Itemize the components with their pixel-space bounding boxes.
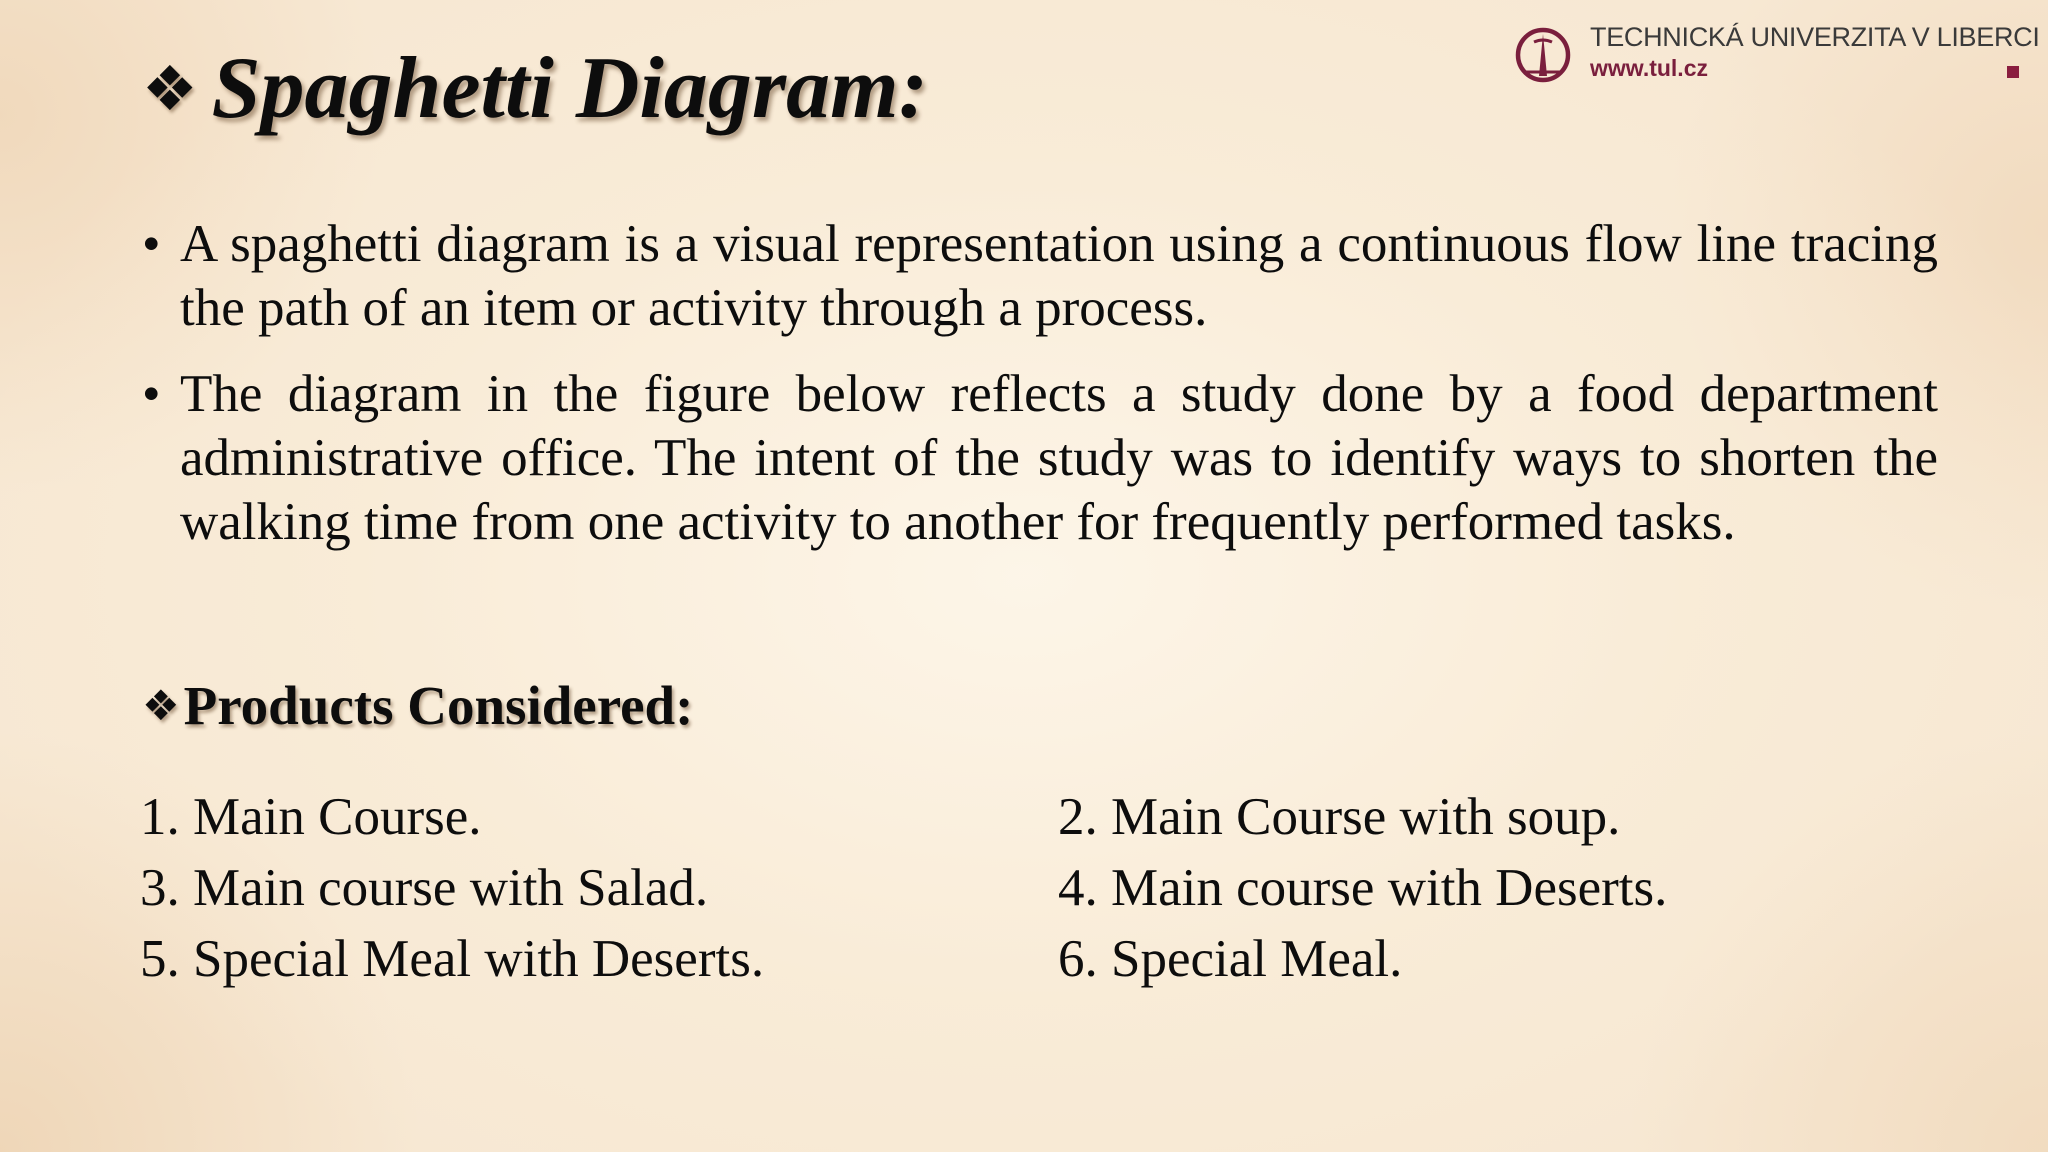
university-emblem-icon	[1514, 26, 1572, 84]
products-heading	[142, 675, 694, 736]
product-item: 1. Main Course.	[140, 788, 482, 846]
product-item: 5. Special Meal with Deserts.	[140, 930, 765, 988]
four-diamond-icon: ❖	[142, 52, 198, 125]
university-url[interactable]: www.tul.cz	[1590, 55, 1708, 81]
university-logo	[1514, 22, 2040, 88]
title-text: Spaghetti Diagram:	[211, 40, 928, 137]
product-item: 6. Special Meal.	[1058, 930, 1403, 988]
bullet-text: A spaghetti diagram is a visual representation using a continuous flow line tracing the path of an item or activity through a process.	[180, 215, 1938, 337]
bullet-item	[142, 362, 1938, 554]
slide-title	[142, 40, 928, 137]
four-diamond-icon: ❖	[142, 680, 180, 730]
bullet-text: The diagram in the figure below reflects a study done by a food department administrative office. The intent of the study was to identify ways to shorten the walking time from one activity to another for frequently performed tasks.	[180, 365, 1938, 551]
product-item: 2. Main Course with soup.	[1058, 788, 1621, 846]
bullet-marker: •	[142, 365, 161, 423]
product-item: 4. Main course with Deserts.	[1058, 859, 1668, 917]
bullet-marker: •	[142, 215, 161, 273]
bullet-item	[142, 212, 1938, 340]
products-left-column	[140, 782, 764, 995]
product-item: 3. Main course with Salad.	[140, 859, 709, 917]
products-right-column	[1058, 782, 1667, 995]
products-heading-text: Products Considered:	[183, 675, 694, 736]
bullet-list	[142, 212, 1938, 576]
brand-square	[2007, 66, 2019, 78]
university-name: TECHNICKÁ UNIVERZITA V LIBERCI	[1590, 22, 2040, 52]
